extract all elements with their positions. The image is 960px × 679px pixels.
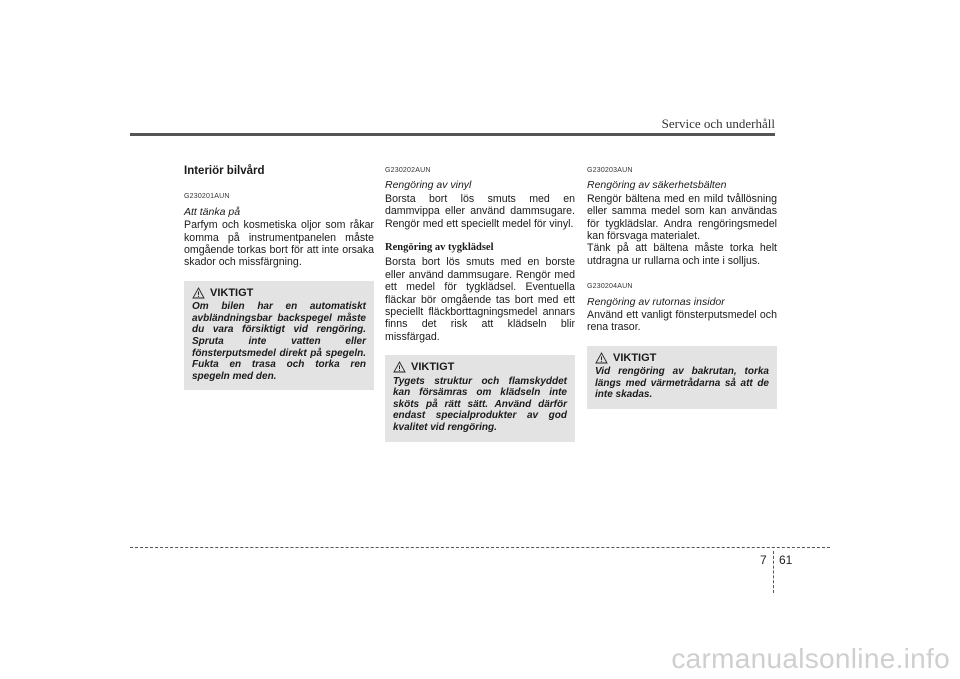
paragraph: Använd ett vanligt fönsterputsmedel och rena trasor. [587,309,777,334]
warning-title [192,287,366,299]
warning-triangle-icon [393,361,406,373]
warning-text: Tygets struktur och flamskyddet kan försämras om klädseln inte sköts på rätt sätt. Använd därför endast specialprodukter av god kvalitet vid rengöring. [393,375,567,434]
column-3 [587,165,777,409]
warning-title-text: VIKTIGT [411,361,455,374]
page-number-divider [773,551,774,593]
footer-divider [130,547,830,548]
paragraph: Borsta bort lös smuts med en dammvippa eller använd dammsugare. Rengör med ett speciellt medel för vinyl. [385,192,575,230]
section-code: G230202AUN [385,167,431,174]
warning-text: Vid rengöring av bakrutan, torka längs med värmetrådarna så att de inte skadas. [595,366,769,401]
page-heading: Interiör bilvård [184,165,265,177]
warning-triangle-icon [595,352,608,364]
serif-heading: Rengöring av tygklädsel [385,242,494,254]
subheading: Rengöring av rutornas insidor [587,295,725,308]
paragraph: Parfym och kosmetiska oljor som råkar komma på instrumentpanelen måste omgående torkas bort för att inte orsaka skador och missfärgning. [184,219,374,269]
warning-title-text: VIKTIGT [210,286,254,299]
warning-triangle-icon [192,287,205,299]
page-number: 61 [779,553,793,567]
warning-title-text: VIKTIGT [613,351,657,364]
paragraph: Borsta bort lös smuts med en borste eller använd dammsugare. Rengör med ett medel för tygklädsel. Eventuella fläckar bör omgående tas bort med ett speciellt fläckborttagningsmedel annars finns det risk att klädseln blir missfärgad. [385,256,575,343]
header-divider [130,133,775,136]
warning-title [595,352,769,364]
column-2 [385,165,575,442]
subheading: Att tänka på [184,205,241,218]
section-title: Service och underhåll [661,116,775,131]
warning-box [587,346,777,409]
warning-box [385,355,575,441]
section-code: G230204AUN [587,283,633,291]
paragraph: Rengör bältena med en mild tvållösning eller samma medel som kan användas för tygklädslar. Andra rengöringsmedel kan försvaga materialet. [587,192,777,243]
section-code: G230201AUN [184,193,230,201]
subheading: Rengöring av säkerhetsbälten [587,179,727,192]
column-1 [184,165,374,390]
warning-text: Om bilen har en automatiskt avbländningsbar backspegel måste du vara försiktigt vid rengöring. Spruta inte vatten eller fönsterputsmedel direkt på spegeln. Fukta en trasa och torka ren spegeln med den. [192,301,366,382]
subheading: Rengöring av vinyl [385,179,472,192]
warning-title [393,361,567,373]
paragraph: Tänk på att bältena måste torka helt utdragna ur rullarna och inte i solljus. [587,242,777,267]
warning-box [184,281,374,391]
section-code: G230203AUN [587,167,633,174]
watermark: carmanualsonline.info [671,643,950,674]
chapter-number: 7 [760,553,767,567]
